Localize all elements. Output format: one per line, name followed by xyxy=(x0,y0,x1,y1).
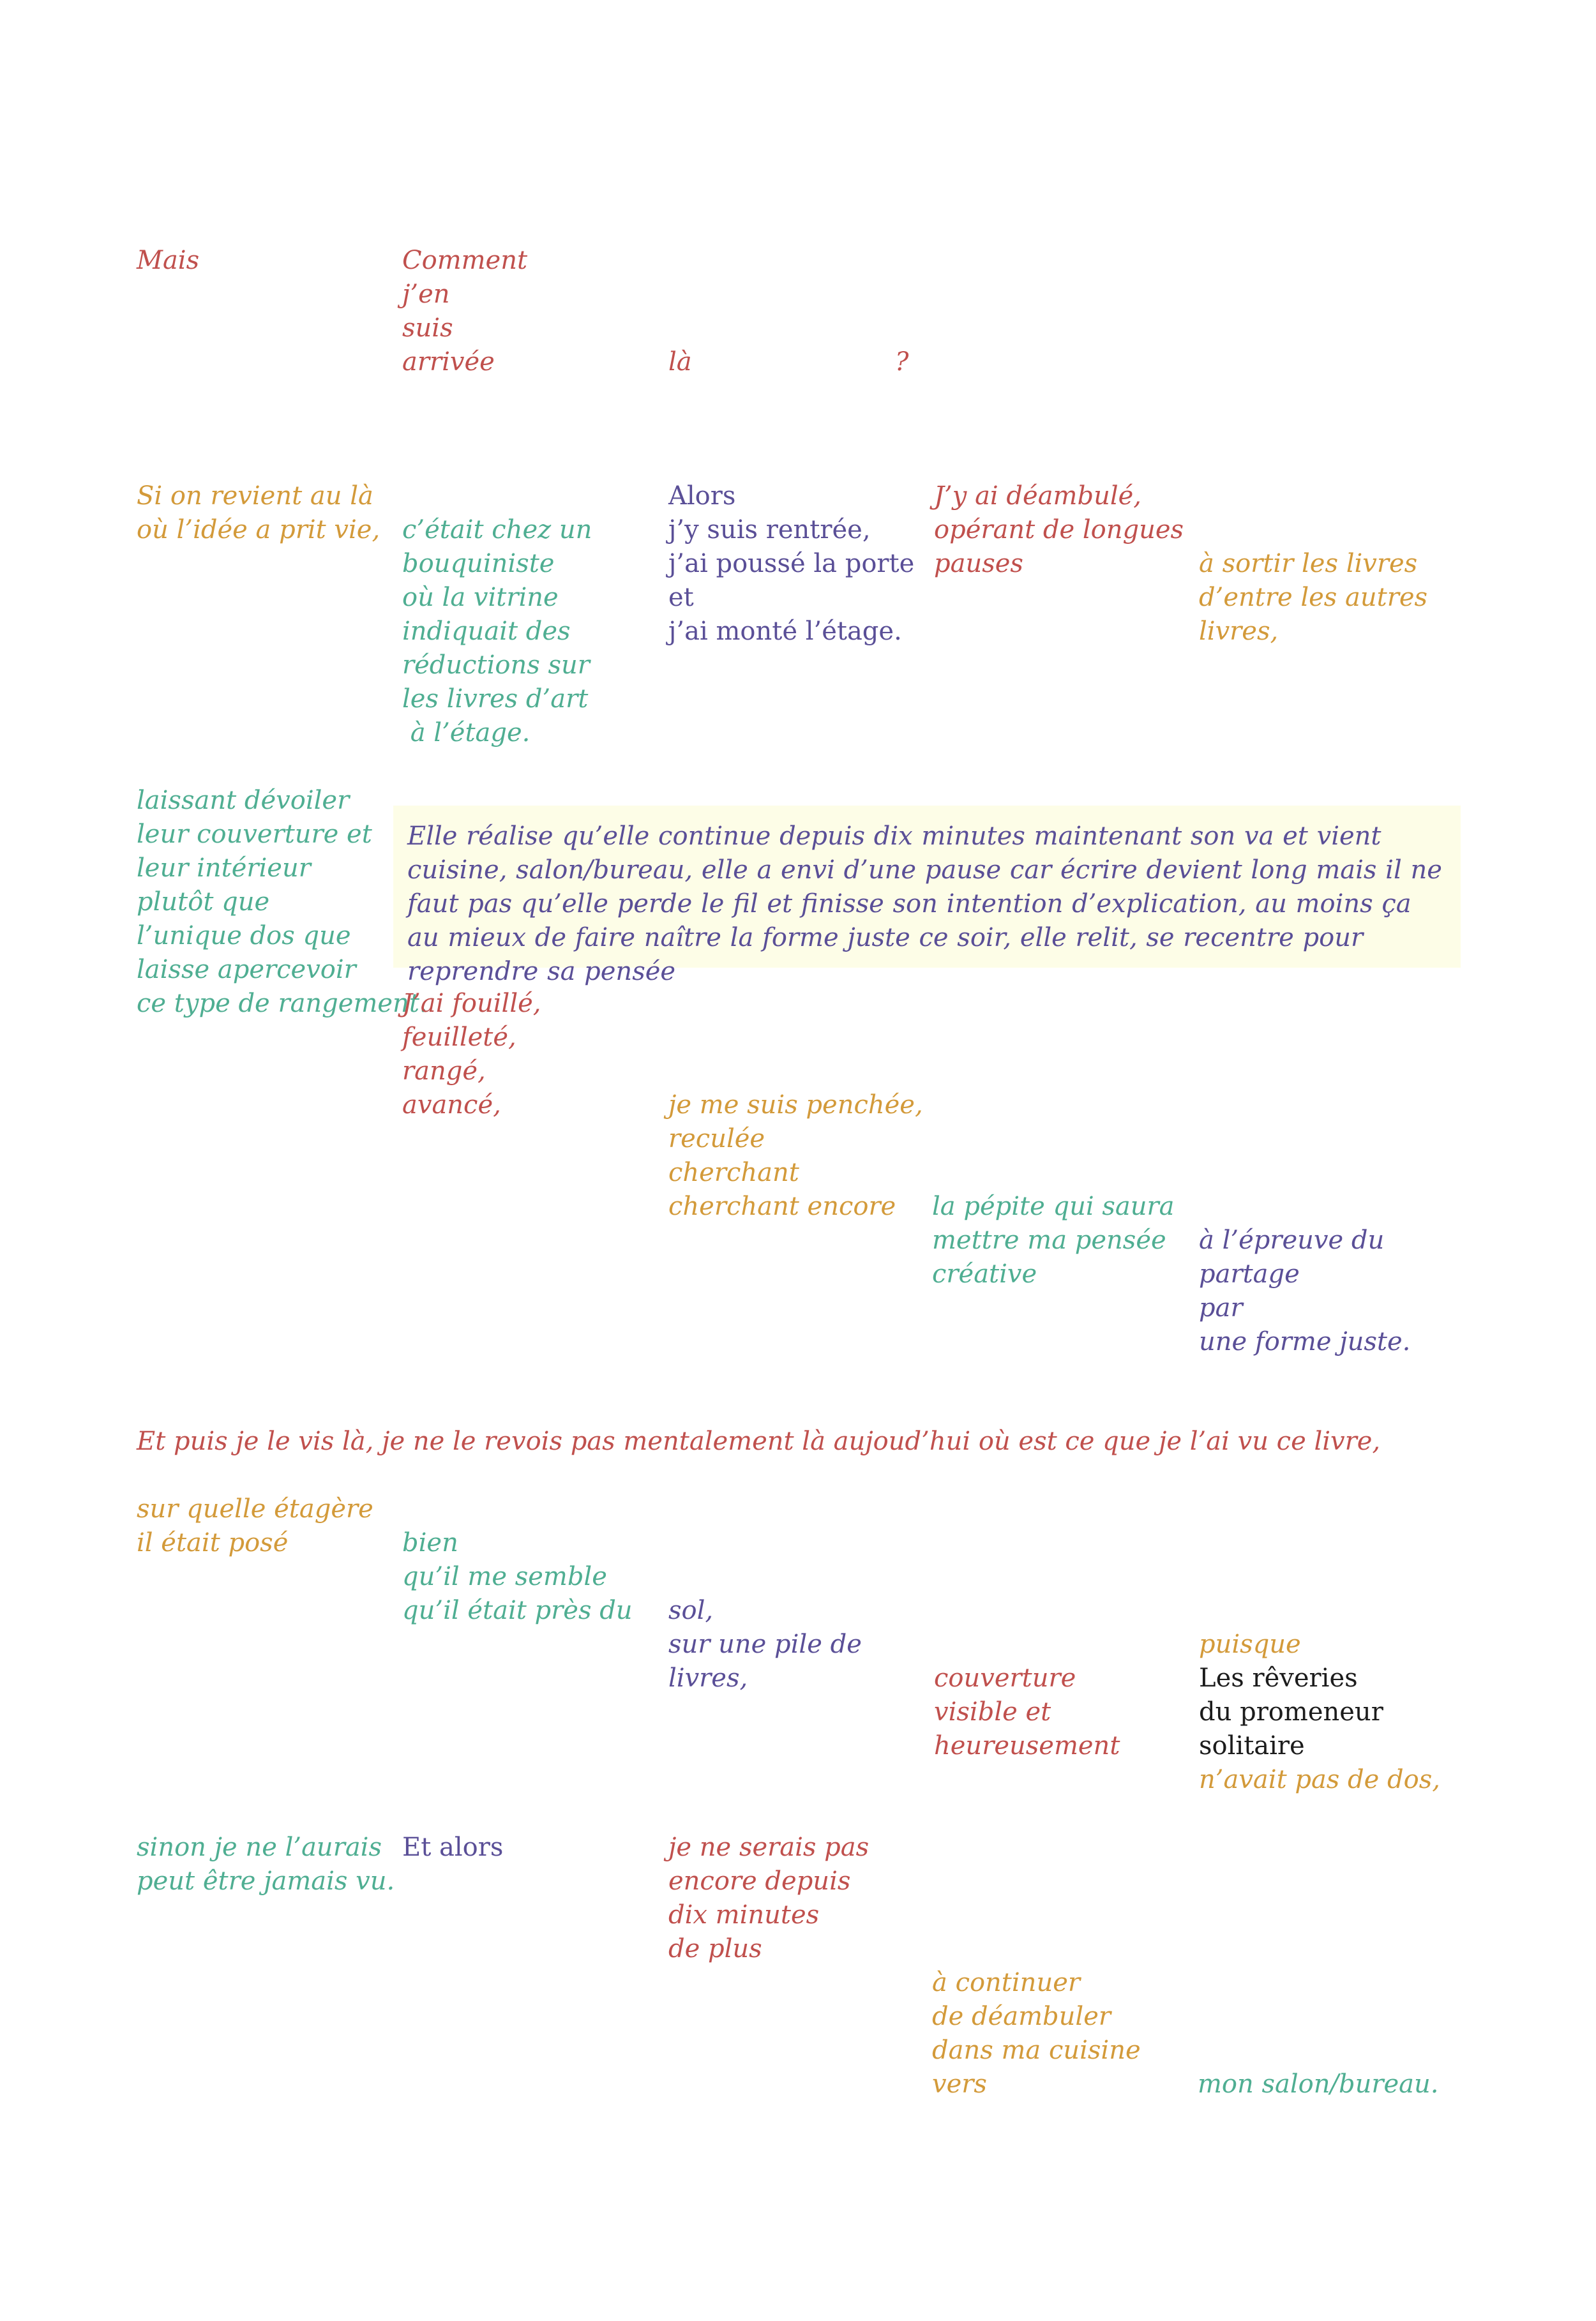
word-comment-jen-suis-arrivee: Comment j’en suis arrivée xyxy=(402,246,528,377)
phrase-si-on-revient: Si on revient au là où l’idée a prit vie, xyxy=(137,481,380,545)
phrase-sur-quelle-etagere: sur quelle étagère il était posé xyxy=(137,1494,373,1558)
phrase-sinon-je-ne-laurais: sinon je ne l’aurais peut être jamais vu. xyxy=(137,1833,395,1896)
question-mark: ? xyxy=(895,347,909,377)
phrase-alors-jy-suis-rentree: Alors j’y suis rentrée, j’ai poussé la porte et j’ai monté l’étage. xyxy=(668,481,915,646)
word-la: là xyxy=(668,347,692,377)
phrase-a-sortir-les-livres: à sortir les livres d’entre les autres livres, xyxy=(1199,549,1428,646)
phrase-laissant-devoiler: laissant dévoiler leur couverture et leur intérieur plutôt que l’unique dos que laisse apercevoir ce type de rangement. xyxy=(137,786,428,1018)
word-puisque: puisque xyxy=(1199,1630,1301,1659)
aside-text: Elle réalise qu’elle continue depuis dix minutes maintenant son va et vient cuisine, salon/bureau, elle a envi d’une pause car écrire devient long mais il ne faut pas qu’elle perde le fil et finisse son intention d’explication, au moins ça au mieux de faire naître la forme juste ce soir, elle relit, se recentre pour reprendre sa pensée xyxy=(407,822,1442,986)
phrase-je-me-suis-penchee: je me suis penchée, reculée cherchant cherchant encore xyxy=(668,1090,923,1221)
phrase-bien-quil-me-semble: bien qu’il me semble qu’il était près du xyxy=(402,1528,633,1625)
phrase-et-alors: Et alors xyxy=(402,1833,504,1862)
phrase-navait-pas-de-dos: n’avait pas de dos, xyxy=(1199,1765,1440,1794)
phrase-jai-fouille: J’ai fouillé, feuilleté, rangé, avancé, xyxy=(402,989,541,1120)
line-et-puis-je-le-vis-la: Et puis je le vis là, je ne le revois pas mentalement là aujoud’hui où est ce que je l’ai vu ce livre, xyxy=(137,1427,1381,1456)
phrase-couverture-visible: couverture visible et heureusement xyxy=(934,1664,1120,1761)
phrase-a-continuer-de-deambuler: à continuer de déambuler dans ma cuisine vers xyxy=(932,1968,1141,2099)
aside-highlight-box xyxy=(393,806,1461,986)
phrase-cetait-chez-un-bouquiniste: c’était chez un bouquiniste où la vitrine indiquait des réductions sur les livres d’art à l’étage. xyxy=(402,515,592,747)
phrase-a-lepreuve-du-partage: à l’épreuve du partage par une forme juste. xyxy=(1199,1226,1411,1356)
phrase-la-pepite: la pépite qui saura mettre ma pensée créative xyxy=(932,1192,1175,1289)
phrase-sol-sur-une-pile: sol, sur une pile de livres, xyxy=(668,1596,862,1693)
phrase-jy-ai-deambule: J’y ai déambulé, opérant de longues pauses xyxy=(934,481,1184,578)
phrase-mon-salon-bureau: mon salon/bureau. xyxy=(1198,2069,1439,2099)
word-mais: Mais xyxy=(137,246,200,275)
book-title-reveries: Les rêveries du promeneur solitaire xyxy=(1199,1664,1383,1761)
phrase-je-ne-serais-pas: je ne serais pas encore depuis dix minutes de plus xyxy=(668,1833,870,1964)
